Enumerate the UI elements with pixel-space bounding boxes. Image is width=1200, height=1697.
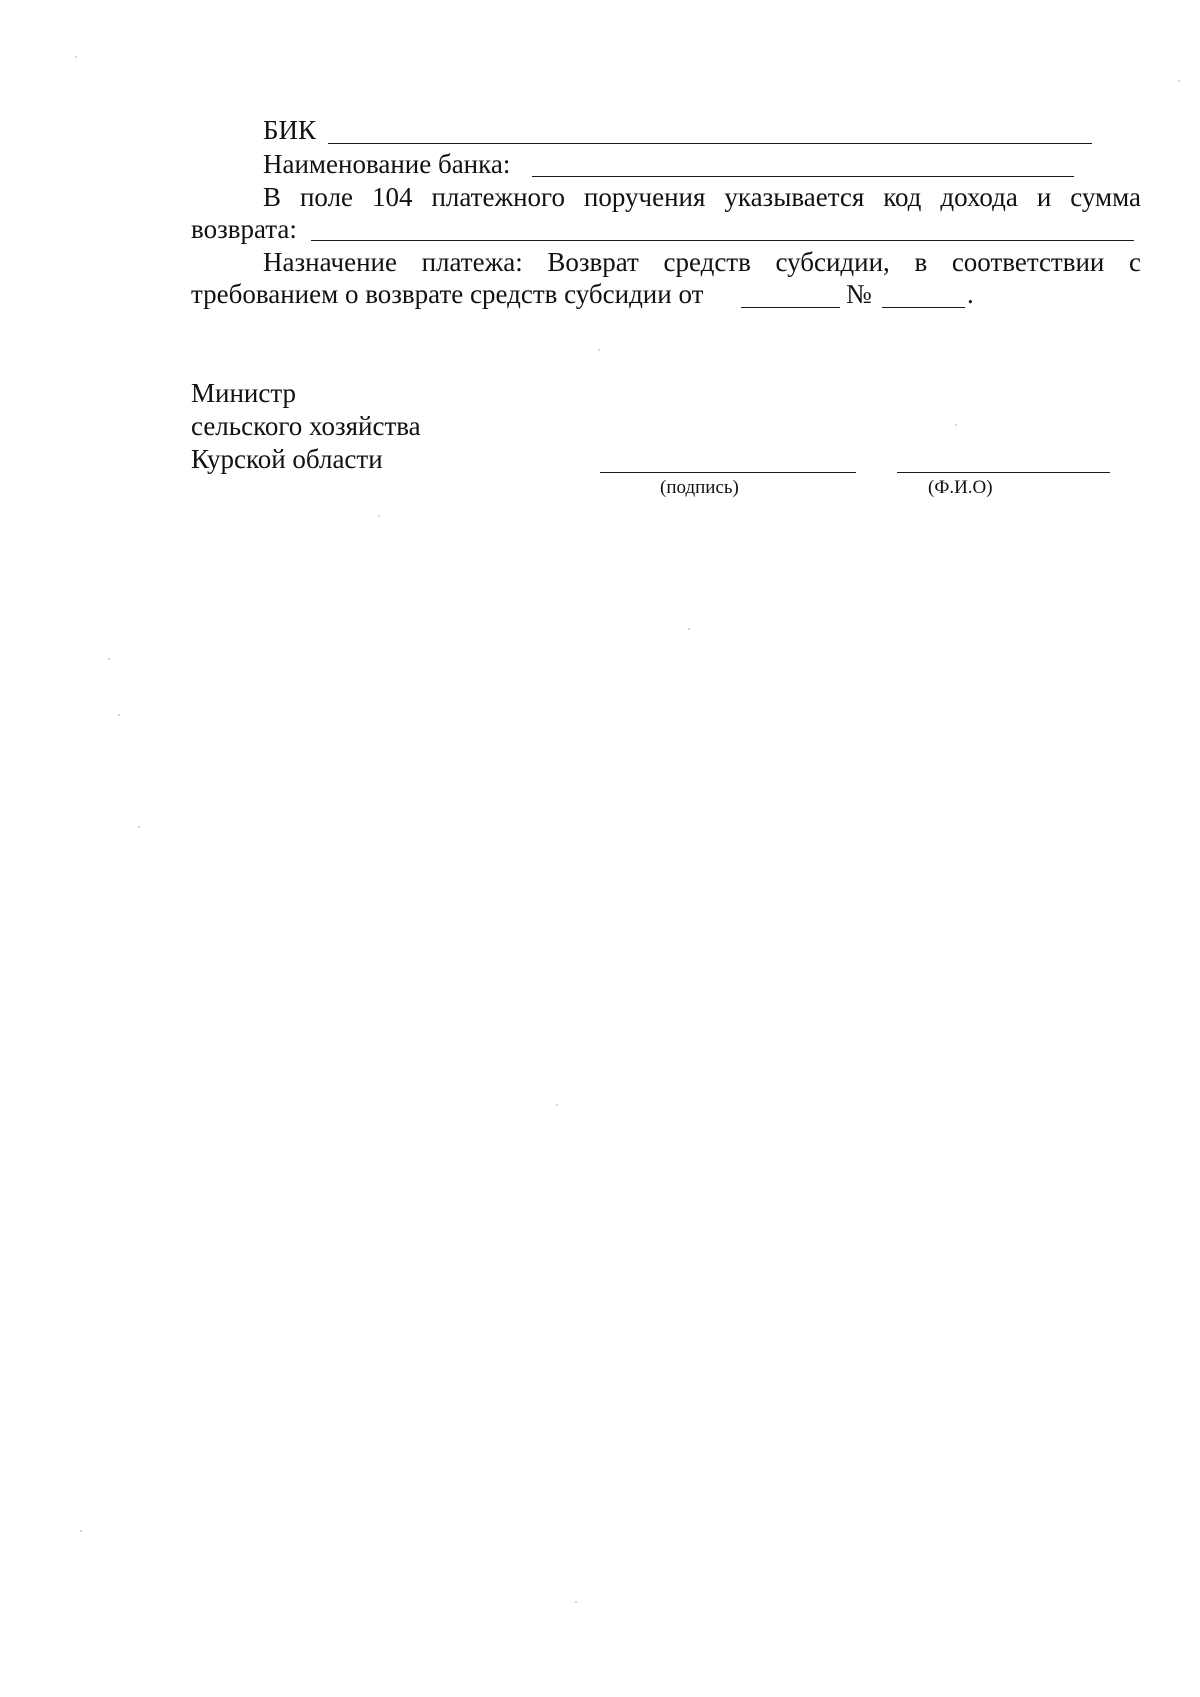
field104-text-line1: В поле 104 платежного поручения указывается код дохода и сумма (263, 182, 1141, 212)
bik-blank-field[interactable] (328, 143, 1092, 144)
requirement-number-blank-field[interactable] (882, 307, 965, 308)
full-name-caption: (Ф.И.О) (928, 477, 993, 498)
scan-speck (378, 515, 380, 517)
sentence-period: . (967, 279, 974, 309)
bank-name-blank-field[interactable] (532, 176, 1074, 177)
scan-speck (1178, 80, 1180, 82)
scan-speck (138, 826, 140, 828)
full-name-blank-field[interactable] (897, 472, 1110, 473)
signatory-title-line1: Министр (191, 378, 296, 408)
requirement-date-blank-field[interactable] (741, 307, 840, 308)
scan-speck (688, 628, 690, 630)
signatory-title-line3: Курской области (191, 444, 383, 474)
scan-speck (80, 1530, 82, 1532)
bik-label: БИК (263, 115, 317, 145)
scan-speck (108, 658, 110, 660)
scan-speck (75, 56, 77, 58)
scan-speck (598, 349, 600, 351)
field104-return-label: возврата: (191, 214, 297, 244)
scan-speck (955, 424, 957, 426)
payment-purpose-line1: Назначение платежа: Возврат средств субсидии, в соответствии с (263, 247, 1141, 277)
scan-speck (556, 1104, 558, 1106)
signatory-title-line2: сельского хозяйства (191, 411, 421, 441)
number-sign: № (846, 279, 872, 309)
signature-blank-field[interactable] (600, 472, 856, 473)
scan-speck (575, 1601, 577, 1603)
signature-caption: (подпись) (660, 477, 739, 498)
field104-blank-field[interactable] (311, 240, 1134, 241)
payment-purpose-line2: требованием о возврате средств субсидии от (191, 279, 704, 309)
scan-speck (118, 714, 120, 716)
bank-name-label: Наименование банка: (263, 149, 511, 179)
